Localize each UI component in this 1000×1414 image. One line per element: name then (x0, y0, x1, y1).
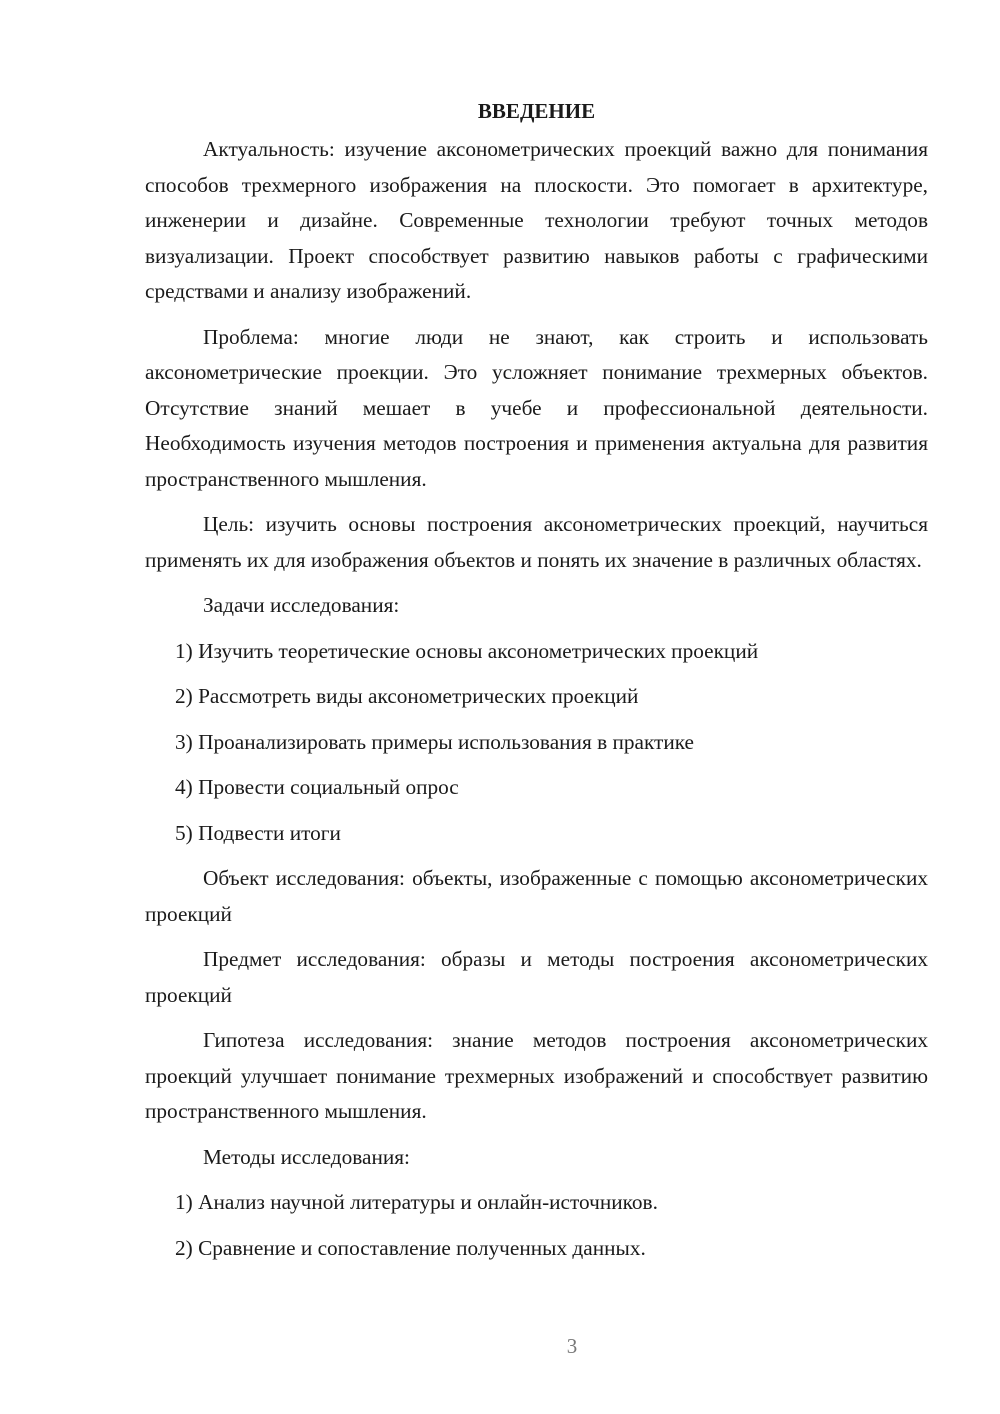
page-number: 3 (566, 1334, 578, 1358)
object-paragraph: Объект исследования: объекты, изображенные с помощью аксонометрических проекций (145, 866, 928, 926)
method-item: 1) Анализ научной литературы и онлайн-источников. (175, 1190, 658, 1214)
task-item: 5) Подвести итоги (175, 820, 341, 845)
methods-heading: Методы исследования: (203, 1144, 410, 1169)
document-page (145, 97, 928, 1276)
method-item: 2) Сравнение и сопоставление полученных данных. (175, 1235, 646, 1260)
goal-paragraph: Цель: изучить основы построения аксонометрических проекций, научиться применять их для изображения объектов и понять их значение в различных областях. (145, 512, 928, 572)
hypothesis-paragraph: Гипотеза исследования: знание методов построения аксонометрических проекций улучшает понимание трехмерных изображений и способствует развитию пространственного мышления. (145, 1028, 928, 1123)
task-item: 1) Изучить теоретические основы аксонометрических проекций (175, 638, 759, 663)
page-title: ВВЕДЕНИЕ (477, 99, 596, 123)
relevance-paragraph: Актуальность: изучение аксонометрических проекций важно для понимания способов трехмерного изображения на плоскости. Это помогает в архитектуре, инженерии и дизайне. Современные технологии требуют точных методов визуализации. Проект способствует развитию навыков работы с графическими средствами и анализу изображений. (145, 137, 928, 303)
task-item: 2) Рассмотреть виды аксонометрических проекций (175, 684, 639, 708)
tasks-heading: Задачи исследования: (203, 593, 400, 617)
task-item: 4) Провести социальный опрос (175, 775, 459, 799)
problem-paragraph: Проблема: многие люди не знают, как строить и использовать аксонометрические проекции. Это усложняет понимание трехмерных объектов. Отсутствие знаний мешает в учебе и профессиональной деятельности. Необходимость изучения методов построения и применения актуальна для развития пространственного мышления. (145, 324, 928, 491)
subject-paragraph: Предмет исследования: образы и методы построения аксонометрических проекций (145, 947, 928, 1007)
task-item: 3) Проанализировать примеры использования в практике (175, 729, 694, 754)
